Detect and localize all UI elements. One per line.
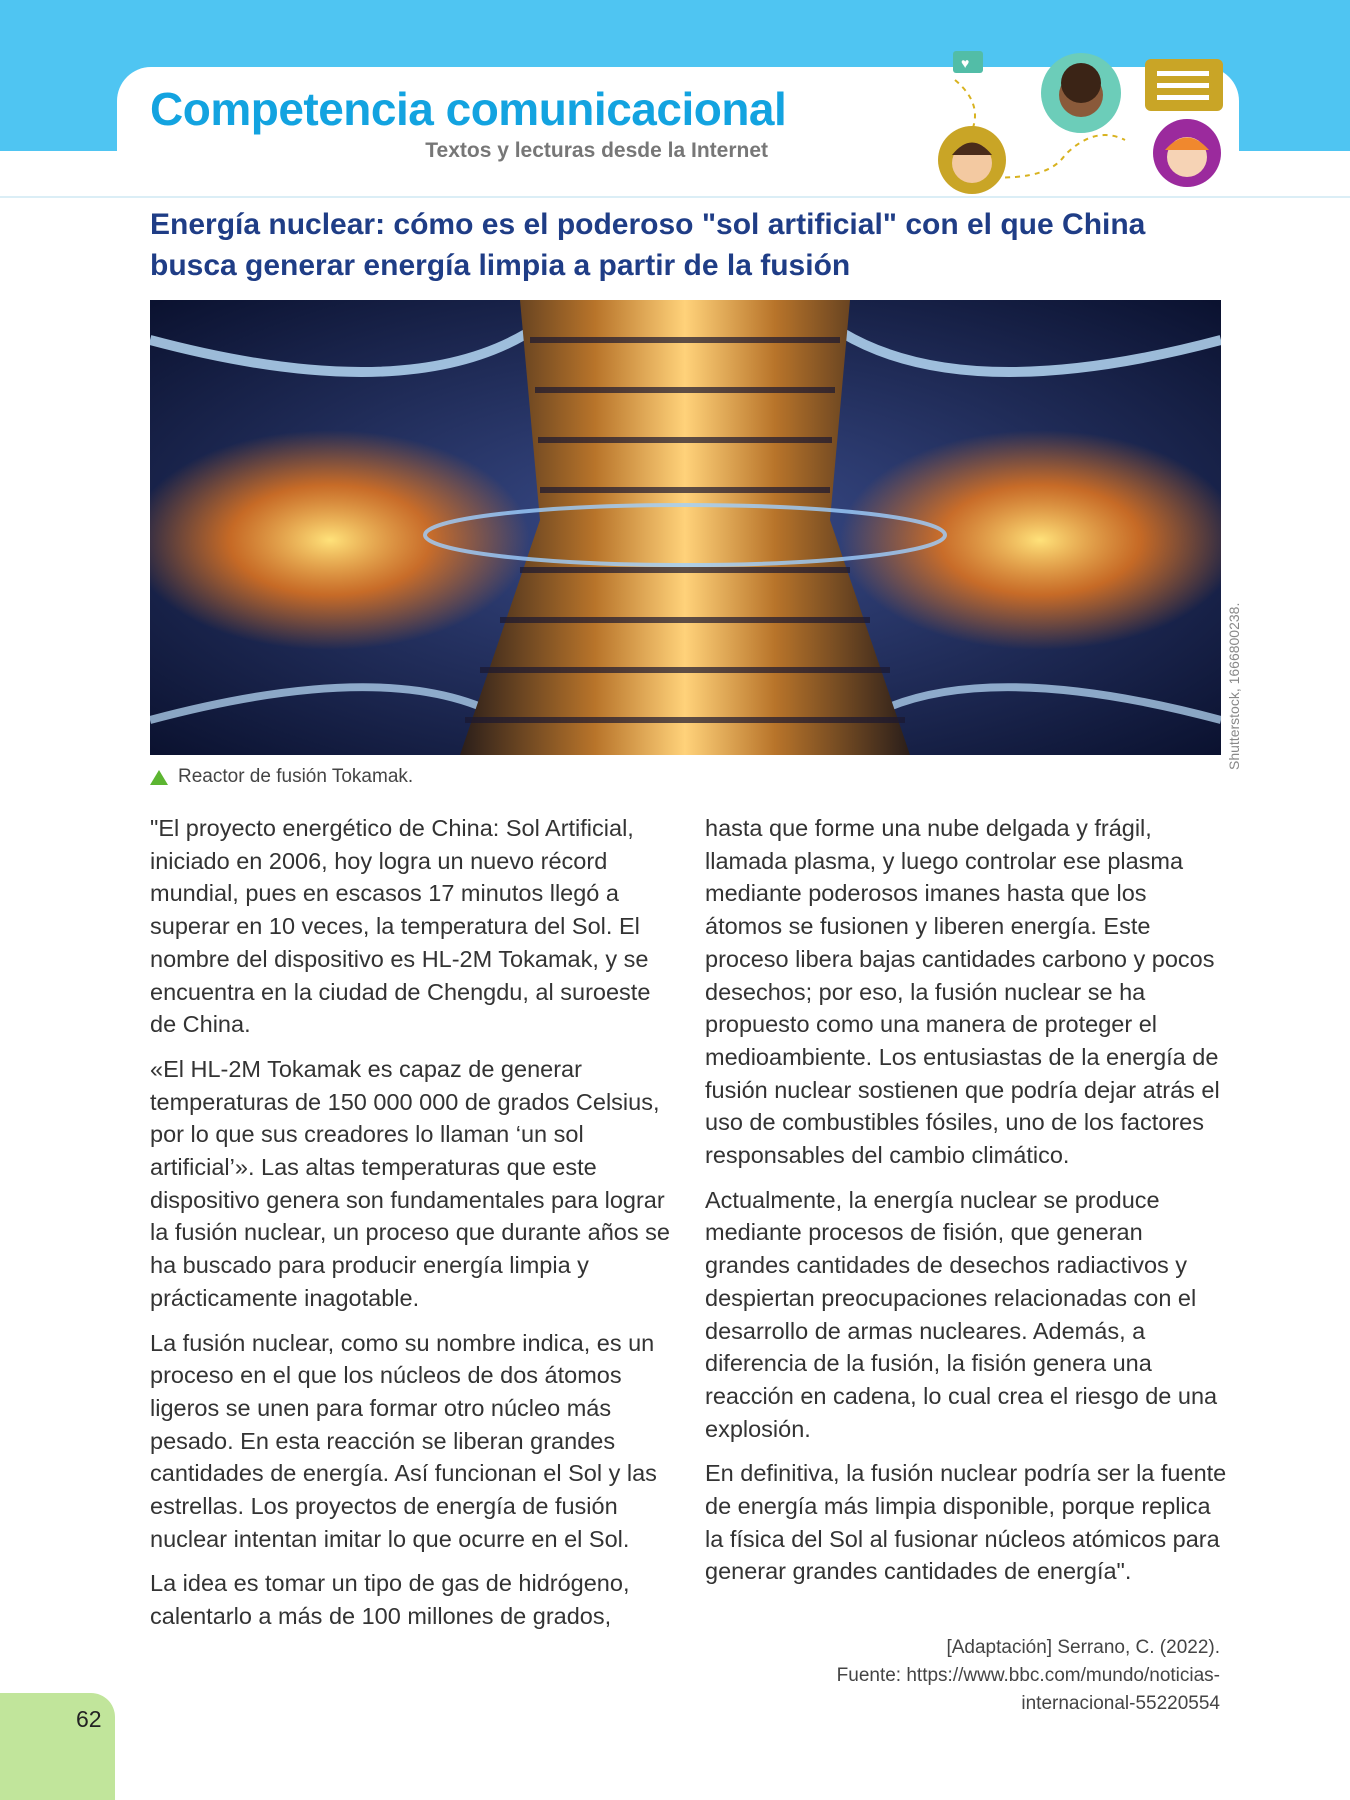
tokamak-reactor-image xyxy=(150,300,1221,755)
paragraph: «El HL-2M Tokamak es capaz de generar temperaturas de 150 000 000 de grados Celsius, por lo que sus creadores lo llaman ‘un sol artificial’». Las altas temperaturas que este dispositivo genera son fundamentales para lograr la fusión nuclear, un proceso que durante años se ha buscado para producir energía limpia y prácticamente inagotable. xyxy=(150,1055,670,1311)
article-column-left xyxy=(150,812,675,1645)
page-number: 62 xyxy=(76,1706,102,1732)
section-title: Competencia comunicacional xyxy=(150,83,787,135)
source-reference xyxy=(837,1634,1220,1718)
reference-line: Fuente: https://www.bbc.com/mundo/noticias- xyxy=(836,1665,1220,1686)
paragraph: hasta que forme una nube delgada y frágil, llamada plasma, y luego controlar ese plasma mediante poderosos imanes hasta que los átomos se fusionen y liberen energía. Este proceso libera bajas cantidades carbono y pocos desechos; por eso, la fusión nuclear se ha propuesto como una manera de proteger el medioambiente. Los entusiastas de la energía de fusión nuclear sostienen que podría dejar atrás el uso de combustibles fósiles, uno de los factores responsables del cambio climático. xyxy=(705,815,1220,1169)
paragraph: La fusión nuclear, como su nombre indica, es un proceso en el que los núcleos de dos átomos ligeros se unen para formar otro núcleo más pesado. En esta reacción se liberan grandes cantidades de energía. Así funcionan el Sol y las estrellas. Los proyectos de energía de fusión nuclear intentan imitar lo que ocurre en el Sol. xyxy=(150,1329,657,1552)
article-heading: Energía nuclear: cómo es el poderoso "sol artificial" con el que China busca generar energía limpia a partir de la fusión xyxy=(150,208,1146,282)
paragraph: Actualmente, la energía nuclear se produce mediante procesos de fisión, que generan grandes cantidades de desechos radiactivos y despiertan preocupaciones relacionadas con el desarrollo de armas nucleares. Además, a diferencia de la fusión, la fisión genera una reacción en cadena, lo cual crea el riesgo de una explosión. xyxy=(705,1186,1218,1442)
svg-text:♥: ♥ xyxy=(961,55,970,71)
caption-text: Reactor de fusión Tokamak. xyxy=(178,766,414,787)
image-caption xyxy=(150,766,413,788)
paragraph: "El proyecto energético de China: Sol Artificial, iniciado en 2006, hoy logra un nuevo récord mundial, pues en escasos 17 minutos llegó a superar en 10 veces, la temperatura del Sol. El nombre del dispositivo es HL-2M Tokamak, y se encuentra en la ciudad de Chengdu, al suroeste de China. xyxy=(150,815,651,1038)
section-subtitle: Textos y lecturas desde la Internet xyxy=(425,139,768,162)
kids-illustration xyxy=(925,45,1235,195)
image-credit: Shutterstock, 1666800238. xyxy=(1226,602,1242,770)
triangle-icon xyxy=(150,770,168,785)
reference-line: internacional-55220554 xyxy=(1021,1693,1220,1714)
paragraph: En definitiva, la fusión nuclear podría ser la fuente de energía más limpia disponible, porque replica la física del Sol al fusionar núcleos atómicos para generar grandes cantidades de energía". xyxy=(705,1460,1227,1585)
article-column-right xyxy=(705,812,1230,1600)
reference-line: [Adaptación] Serrano, C. (2022). xyxy=(946,1637,1220,1658)
paragraph: La idea es tomar un tipo de gas de hidrógeno, calentarlo a más de 100 millones de grados, xyxy=(150,1570,630,1630)
header-divider xyxy=(0,196,1350,198)
